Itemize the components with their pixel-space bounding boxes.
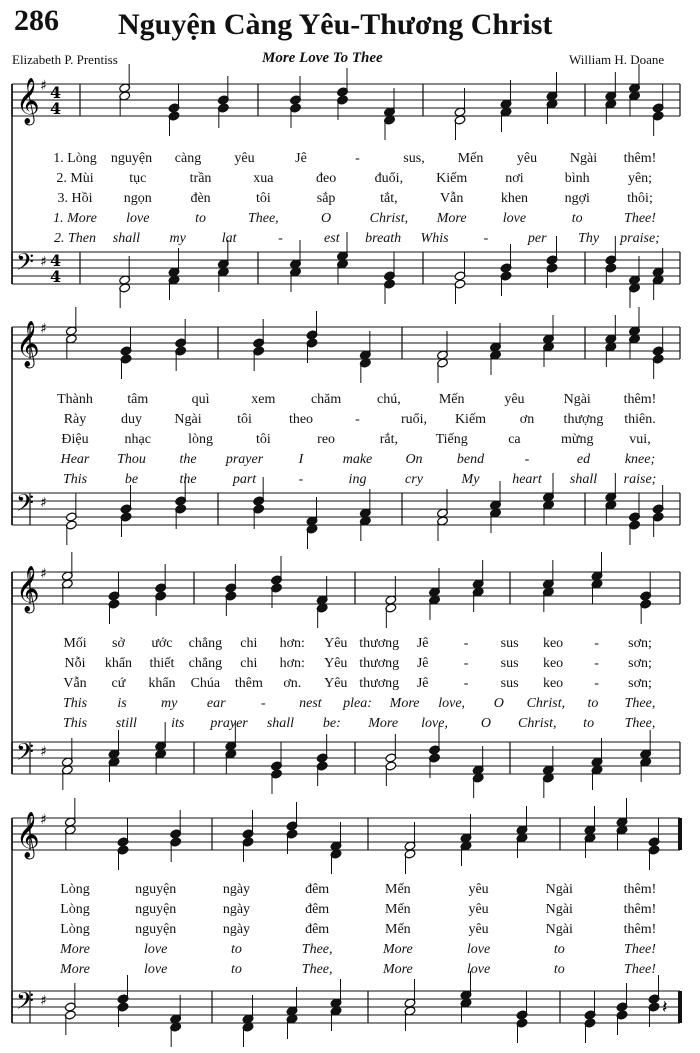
lyric-syllable: per bbox=[527, 231, 547, 246]
lyric-syllable: More bbox=[382, 962, 413, 977]
lyric-syllable: thiên. bbox=[624, 412, 656, 427]
lyric-syllable: love bbox=[466, 942, 491, 957]
lyric-syllable: sus bbox=[500, 636, 519, 651]
lyric-syllable: Vẫn bbox=[63, 676, 87, 691]
lyric-syllable: Kiếm bbox=[436, 171, 468, 186]
lyric-syllable: knee; bbox=[624, 452, 656, 467]
lyric-syllable: nhạc bbox=[124, 432, 151, 447]
lyric-syllable: Ngài bbox=[174, 412, 202, 427]
lyric-syllable: yêu bbox=[234, 151, 255, 166]
lyric-syllable: Lòng bbox=[60, 922, 90, 937]
lyric-syllable: Rày bbox=[63, 412, 87, 427]
lyric-syllable: shall bbox=[569, 472, 598, 487]
lyric-syllable: Christ, bbox=[369, 211, 409, 226]
lyric-syllable: sơn; bbox=[628, 636, 652, 651]
treble-clef-icon: 𝄞 bbox=[16, 321, 40, 367]
lyric-syllable: still bbox=[115, 716, 137, 731]
lyric-syllable: to bbox=[587, 696, 599, 711]
lyric-syllable: yêu bbox=[468, 922, 489, 937]
bass-clef-icon: 𝄢 bbox=[16, 489, 35, 522]
lyric-syllable: Thou bbox=[117, 452, 146, 467]
lyric-syllable: 3. Hồi bbox=[57, 191, 93, 206]
lyric-syllable: Hear bbox=[60, 452, 90, 467]
lyric-syllable: Thy bbox=[578, 231, 600, 246]
lyric-syllable: my bbox=[160, 696, 178, 711]
lyric-syllable: Whis bbox=[420, 231, 449, 246]
lyric-syllable: prayer bbox=[225, 452, 264, 467]
lyric-syllable: càng bbox=[174, 151, 202, 166]
lyric-syllable: to bbox=[195, 211, 206, 226]
lyric-syllable: Thee, bbox=[247, 211, 279, 226]
lyric-syllable: Điệu bbox=[61, 432, 89, 447]
lyric-syllable: Ngài bbox=[545, 922, 573, 937]
lyric-syllable: love bbox=[144, 942, 168, 957]
lyric-syllable: Thee! bbox=[624, 962, 656, 977]
lyric-syllable: 2. Then bbox=[54, 231, 96, 246]
lyric-syllable: thôi; bbox=[627, 191, 653, 206]
lyric-syllable: ngày bbox=[222, 922, 251, 937]
lyric-syllable: to bbox=[583, 716, 595, 731]
lyric-syllable: sơn; bbox=[628, 676, 652, 691]
lyric-syllable: thêm! bbox=[623, 882, 657, 897]
lyric-syllable: Thee! bbox=[624, 211, 656, 226]
key-signature-sharp-icon: ♯ bbox=[40, 812, 47, 828]
lyric-syllable: Christ, bbox=[526, 696, 566, 711]
bass-clef-icon: 𝄢 bbox=[16, 738, 35, 771]
lyric-syllable: chi bbox=[240, 636, 258, 651]
lyric-syllable: sus bbox=[500, 656, 519, 671]
lyric-syllable: to bbox=[553, 942, 565, 957]
lyric-syllable: nguyện bbox=[135, 922, 177, 937]
lyric-syllable: More bbox=[368, 716, 399, 731]
lyric-syllable: ơn bbox=[519, 412, 535, 427]
lyric-syllable: On bbox=[405, 452, 423, 467]
lyric-syllable: be bbox=[124, 472, 139, 487]
lyric-syllable: Thee, bbox=[301, 942, 333, 957]
lyric-syllable: nơi bbox=[505, 171, 524, 186]
lyric-syllable: thiết bbox=[149, 656, 175, 671]
hymn-number: 286 bbox=[14, 4, 59, 37]
lyric-syllable: heart bbox=[512, 472, 542, 487]
treble-clef-icon: 𝄞 bbox=[16, 78, 40, 124]
lyric-syllable: keo bbox=[542, 636, 564, 651]
lyric-syllable: tắt, bbox=[380, 191, 398, 206]
lyric-syllable: Mến bbox=[457, 151, 484, 166]
lyric-syllable: - bbox=[524, 452, 530, 467]
lyric-syllable: đeo bbox=[316, 171, 337, 186]
lyric-syllable: love, bbox=[438, 696, 466, 711]
lyric-syllable: Thành bbox=[57, 392, 93, 407]
lyric-syllable: prayer bbox=[210, 716, 248, 731]
key-signature-sharp-icon: ♯ bbox=[40, 744, 47, 760]
lyric-syllable: thêm! bbox=[623, 392, 657, 407]
key-signature-sharp-icon: ♯ bbox=[40, 321, 47, 337]
lyric-syllable: ear bbox=[206, 696, 226, 711]
key-signature-sharp-icon: ♯ bbox=[40, 993, 47, 1009]
lyric-syllable: xem bbox=[251, 392, 276, 407]
lyric-syllable: - bbox=[463, 676, 469, 691]
lyric-syllable: thêm bbox=[234, 676, 263, 691]
lyric-syllable: - bbox=[278, 231, 283, 246]
lyric-syllable: O bbox=[480, 716, 491, 731]
lyric-syllable: Thee, bbox=[301, 962, 333, 977]
lyric-syllable: - bbox=[483, 231, 489, 246]
lyric-syllable: Chúa bbox=[190, 676, 221, 691]
lyric-syllable: khen bbox=[500, 191, 529, 206]
lyric-syllable: ngọn bbox=[123, 191, 152, 206]
lyric-syllable: yêu bbox=[504, 392, 525, 407]
lyric-syllable: thương bbox=[359, 656, 400, 671]
lyric-syllable: sắp bbox=[316, 191, 336, 206]
system-bracket bbox=[0, 572, 700, 782]
lyric-syllable: my bbox=[169, 231, 186, 246]
lyric-syllable: to bbox=[230, 962, 242, 977]
lyric-syllable: O bbox=[493, 696, 504, 711]
lyric-syllable: đêm bbox=[305, 902, 330, 917]
lyric-syllable: ơn. bbox=[283, 676, 302, 691]
lyric-syllable: ước bbox=[151, 636, 173, 651]
lyric-syllable: khẩn bbox=[148, 676, 176, 691]
lyric-syllable: Thee! bbox=[624, 942, 656, 957]
lyric-syllable: keo bbox=[542, 676, 564, 691]
lyric-syllable: theo bbox=[288, 412, 314, 427]
lyric-syllable: tâm bbox=[127, 392, 149, 407]
lyric-syllable: love bbox=[502, 211, 527, 226]
lyric-syllable: yêu bbox=[468, 902, 489, 917]
lyric-syllable: Lòng bbox=[60, 882, 90, 897]
lyric-syllable: ngợi bbox=[564, 191, 590, 206]
lyric-syllable: its bbox=[171, 716, 185, 731]
lyric-syllable: More bbox=[382, 942, 413, 957]
lyric-syllable: Vẫn bbox=[439, 191, 464, 206]
lyric-syllable: hơn: bbox=[279, 636, 305, 651]
lyric-syllable: Thee, bbox=[624, 716, 656, 731]
lyric-syllable: - bbox=[298, 472, 304, 487]
system-bracket bbox=[0, 327, 700, 533]
lyric-syllable: - bbox=[355, 412, 360, 427]
lyric-syllable: thêm! bbox=[623, 151, 657, 166]
lyric-syllable: praise; bbox=[620, 231, 660, 246]
lyric-syllable: đêm bbox=[305, 922, 330, 937]
lyric-syllable: sở bbox=[112, 636, 125, 651]
lyric-syllable: - bbox=[260, 696, 266, 711]
system-bracket bbox=[0, 818, 700, 1031]
lyric-syllable: This bbox=[62, 472, 88, 487]
lyric-syllable: - bbox=[594, 676, 599, 691]
lyric-syllable: ngày bbox=[222, 882, 251, 897]
lyric-syllable: đuổi, bbox=[374, 171, 404, 186]
lyric-syllable: is bbox=[117, 696, 127, 711]
quarter-rest-icon: 𝄽 bbox=[662, 997, 668, 1018]
lyric-syllable: yên; bbox=[627, 171, 653, 186]
time-signature: 4 bbox=[50, 267, 62, 286]
lyric-syllable: More bbox=[60, 962, 90, 977]
lyric-syllable: to bbox=[230, 942, 242, 957]
lyric-syllable: breath bbox=[365, 231, 402, 246]
lyric-syllable: make bbox=[342, 452, 373, 467]
lyric-syllable: bend bbox=[456, 452, 485, 467]
lyric-syllable: plea: bbox=[343, 696, 372, 711]
lyric-syllable: đèn bbox=[190, 191, 211, 206]
lyric-syllable: xua bbox=[253, 171, 274, 186]
system-bracket bbox=[0, 84, 700, 292]
lyric-syllable: duy bbox=[121, 412, 142, 427]
lyric-syllable: nguyện bbox=[135, 902, 177, 917]
lyric-syllable: the bbox=[179, 472, 197, 487]
lyric-syllable: rắt, bbox=[379, 432, 399, 447]
composer-credit: William H. Doane bbox=[569, 52, 665, 67]
lyric-syllable: chăm bbox=[310, 392, 342, 407]
hymn-title: Nguyện Càng Yêu-Thương Christ bbox=[118, 8, 553, 41]
lyric-syllable: Mến bbox=[385, 922, 411, 937]
lyric-syllable: thêm! bbox=[623, 902, 657, 917]
lyric-syllable: love bbox=[144, 962, 168, 977]
lyric-syllable: keo bbox=[542, 656, 564, 671]
lyric-syllable: tôi bbox=[255, 432, 271, 447]
lyric-syllable: ca bbox=[508, 432, 521, 447]
lyric-syllable: Tiếng bbox=[435, 432, 468, 447]
lyric-syllable: tôi bbox=[255, 191, 271, 206]
lyric-syllable: thượng bbox=[563, 412, 604, 427]
key-signature-sharp-icon: ♯ bbox=[40, 495, 47, 511]
time-signature: 4 bbox=[50, 83, 62, 102]
lyric-syllable: raise; bbox=[623, 472, 657, 487]
lyric-syllable: chú, bbox=[377, 392, 401, 407]
lyric-syllable: Jê bbox=[295, 151, 307, 166]
lyric-syllable: Christ, bbox=[518, 716, 557, 731]
key-signature-sharp-icon: ♯ bbox=[40, 78, 47, 94]
lyric-syllable: sus, bbox=[403, 151, 425, 166]
lyric-syllable: chẳng bbox=[188, 636, 223, 651]
lyric-syllable: cứ bbox=[111, 676, 126, 691]
lyric-syllable: be: bbox=[322, 716, 341, 731]
lyric-syllable: I bbox=[298, 452, 304, 467]
lyric-syllable: - bbox=[594, 656, 599, 671]
lyric-syllable: Jê bbox=[416, 676, 429, 691]
lyric-syllable: bình bbox=[564, 171, 590, 186]
lyric-syllable: O bbox=[321, 211, 332, 226]
lyric-syllable: nguyện bbox=[110, 151, 153, 166]
lyric-syllable: This bbox=[62, 696, 88, 711]
lyric-syllable: reo bbox=[317, 432, 336, 447]
author-credit: Elizabeth P. Prentiss bbox=[12, 52, 118, 67]
lyric-syllable: Nỗi bbox=[64, 656, 86, 671]
lyric-syllable: yêu bbox=[468, 882, 489, 897]
lyric-syllable: ngày bbox=[222, 902, 251, 917]
lyric-syllable: Jê bbox=[416, 636, 429, 651]
lyric-syllable: tục bbox=[129, 171, 147, 186]
lyric-syllable: Mến bbox=[438, 392, 465, 407]
time-signature: 4 bbox=[50, 251, 62, 270]
lyric-syllable: More bbox=[436, 211, 467, 226]
lyric-syllable: to bbox=[553, 962, 565, 977]
lyric-syllable: sơn; bbox=[628, 656, 652, 671]
lyric-syllable: Mối bbox=[63, 636, 87, 651]
bass-clef-icon: 𝄢 bbox=[16, 987, 35, 1020]
lyric-syllable: Ngài bbox=[545, 882, 573, 897]
lyric-syllable: lat bbox=[221, 231, 237, 246]
lyric-syllable: My bbox=[461, 472, 480, 487]
time-signature: 4 bbox=[50, 99, 62, 118]
lyric-syllable: chi bbox=[240, 656, 258, 671]
lyric-syllable: thương bbox=[359, 636, 400, 651]
lyric-syllable: tôi bbox=[237, 412, 252, 427]
lyric-syllable: love bbox=[466, 962, 491, 977]
lyric-syllable: shall bbox=[266, 716, 295, 731]
lyric-syllable: ed bbox=[576, 452, 591, 467]
lyric-syllable: nest bbox=[299, 696, 322, 711]
lyric-syllable: trần bbox=[189, 171, 212, 186]
lyric-syllable: - bbox=[463, 636, 469, 651]
lyric-syllable: part bbox=[232, 472, 257, 487]
treble-clef-icon: 𝄞 bbox=[16, 812, 40, 858]
lyric-syllable: - bbox=[463, 656, 469, 671]
lyric-syllable: 2. Mùi bbox=[56, 171, 94, 186]
lyric-syllable: thêm! bbox=[623, 922, 657, 937]
lyric-syllable: sus bbox=[500, 676, 519, 691]
lyric-syllable: 1. More bbox=[53, 211, 97, 226]
lyric-syllable: Thee, bbox=[624, 696, 656, 711]
lyric-syllable: Mến bbox=[385, 882, 411, 897]
lyric-syllable: shall bbox=[112, 231, 140, 246]
lyric-syllable: Yêu bbox=[324, 636, 348, 651]
lyric-syllable: quì bbox=[191, 392, 210, 407]
bass-clef-icon: 𝄢 bbox=[16, 248, 35, 281]
lyric-syllable: More bbox=[60, 942, 90, 957]
lyric-syllable: Ngài bbox=[545, 902, 573, 917]
lyric-syllable: to bbox=[571, 211, 583, 226]
lyric-syllable: mừng bbox=[560, 432, 594, 447]
lyric-syllable: 1. Lòng bbox=[53, 151, 97, 166]
lyric-syllable: est bbox=[324, 231, 340, 246]
lyric-syllable: đêm bbox=[305, 882, 330, 897]
lyric-syllable: This bbox=[62, 716, 88, 731]
lyric-syllable: Mến bbox=[385, 902, 411, 917]
key-signature-sharp-icon: ♯ bbox=[40, 566, 47, 582]
lyric-syllable: Ngài bbox=[569, 151, 598, 166]
lyric-syllable: thương bbox=[359, 676, 400, 691]
lyric-syllable: Yêu bbox=[324, 656, 348, 671]
lyric-syllable: ruổi, bbox=[400, 412, 428, 427]
lyric-syllable: hơn: bbox=[279, 656, 305, 671]
lyric-syllable: cry bbox=[405, 472, 423, 487]
lyric-syllable: yêu bbox=[516, 151, 538, 166]
lyric-syllable: love bbox=[126, 211, 150, 226]
key-signature-sharp-icon: ♯ bbox=[40, 254, 47, 270]
lyric-syllable: khẩn bbox=[104, 656, 133, 671]
lyric-syllable: More bbox=[389, 696, 420, 711]
treble-clef-icon: 𝄞 bbox=[16, 566, 40, 612]
lyric-syllable: vui, bbox=[629, 432, 651, 447]
lyric-syllable: Jê bbox=[416, 656, 429, 671]
lyric-syllable: - bbox=[594, 636, 599, 651]
lyric-syllable: lòng bbox=[188, 432, 213, 447]
lyric-syllable: Lòng bbox=[60, 902, 90, 917]
lyric-syllable: nguyện bbox=[135, 882, 177, 897]
english-subtitle: More Love To Thee bbox=[262, 50, 383, 66]
lyric-syllable: Ngài bbox=[563, 392, 591, 407]
lyric-syllable: chẳng bbox=[188, 656, 223, 671]
lyric-syllable: Kiếm bbox=[454, 412, 487, 427]
lyric-syllable: ing bbox=[348, 472, 367, 487]
lyric-syllable: Yêu bbox=[324, 676, 348, 691]
lyric-syllable: the bbox=[179, 452, 197, 467]
lyric-syllable: love, bbox=[421, 716, 448, 731]
lyric-syllable: - bbox=[355, 151, 360, 166]
